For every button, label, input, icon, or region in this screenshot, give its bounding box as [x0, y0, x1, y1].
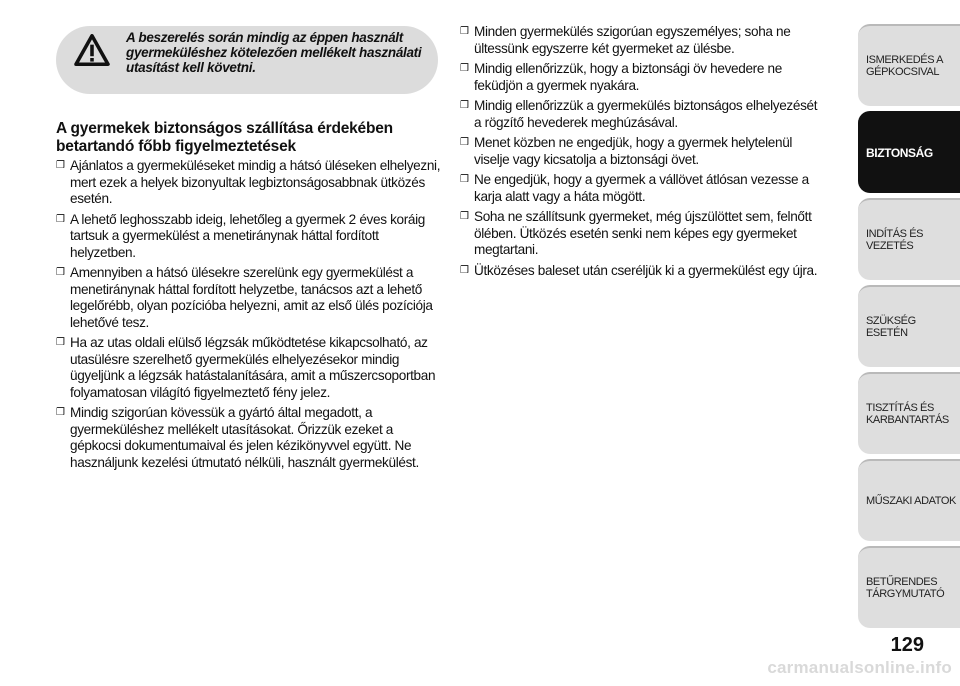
bullet-box-icon: ❒ — [460, 264, 469, 276]
tab-label: BIZTONSÁG — [866, 146, 933, 160]
list-item-text: Menet közben ne engedjük, hogy a gyermek helytelenül viselje vagy kicsatolja a biztonsági övet. — [474, 135, 793, 167]
bullet-box-icon: ❒ — [460, 174, 469, 185]
tab-safety[interactable] — [858, 111, 960, 193]
bullet-box-icon: ❒ — [460, 26, 469, 37]
bullet-box-icon: ❒ — [56, 337, 65, 348]
bullet-box-icon: ❒ — [460, 63, 469, 74]
list-item-text: Soha ne szállítsunk gyermeket, még újszülöttet sem, felnőtt ölében. Ütközés esetén senki nem képes egy gyermeket megtartani. — [474, 209, 812, 257]
tab-label: INDÍTÁS ÉS VEZETÉS — [866, 228, 924, 252]
list-item — [460, 263, 820, 280]
left-column — [56, 158, 441, 475]
tab-label: MŰSZAKI ADATOK — [866, 495, 956, 507]
list-item — [460, 135, 820, 168]
list-item-text: A lehető leghosszabb ideig, lehetőleg a gyermek 2 éves koráig tartsuk a gyermekülést a menetiránynak háttal fordított helyzetben. — [70, 211, 425, 260]
watermark: carmanualsonline.info — [767, 658, 952, 677]
chapter-tabs — [858, 24, 960, 633]
tab-label: SZÜKSÉG ESETÉN — [866, 315, 916, 339]
list-item — [460, 172, 820, 205]
bullet-box-icon: ❒ — [56, 160, 65, 171]
list-item — [56, 405, 441, 471]
bullet-box-icon: ❒ — [56, 407, 65, 418]
tab-label: BETŰRENDES TÁRGYMUTATÓ — [866, 576, 945, 600]
list-item-text: Ha az utas oldali elülső légzsák működtetése kikapcsolható, az utasülésre szerelhető gyermekülés elhelyezésekor mindig ügyeljünk a légzsák hatástalanítására, amit a műszercsoportban folyamatosan világító figyelmeztető fény jelez. — [70, 335, 436, 400]
list-item-text: Ne engedjük, hogy a gyermek a vállövet átlósan vezesse a karja alatt vagy a háta mögött. — [474, 172, 809, 204]
bullet-box-icon: ❒ — [56, 267, 65, 278]
bullet-box-icon: ❒ — [460, 100, 469, 111]
tab-getting-to-know-car[interactable] — [858, 24, 960, 106]
tab-label: TISZTÍTÁS ÉS KARBANTARTÁS — [866, 402, 949, 426]
list-item-text: Amennyiben a hátsó ülésekre szerelünk egy gyermekülést a menetiránynak háttal fordított helyzetbe, tanácsos azt a lehető legelőrébb, olyan pozícióba helyezni, amit az első ülés pozíciója lehetővé tesz. — [70, 265, 433, 330]
warning-triangle-icon — [74, 34, 110, 66]
list-item — [56, 335, 441, 401]
right-column — [460, 24, 820, 283]
page-number: 129 — [890, 634, 924, 656]
list-item-text: Mindig ellenőrizzük a gyermekülés biztonságos elhelyezését a rögzítő hevederek meghúzásával. — [474, 98, 818, 130]
bullet-box-icon: ❒ — [56, 213, 65, 225]
list-item — [460, 24, 820, 57]
list-item-text: Mindig szigorúan kövessük a gyártó által megadott, a gyermeküléshez mellékelt utasításokat. Őrizzük ezeket a gépkocsi dokumentumaival és jelen kézikönyvvel együtt. Ne használjunk kezelési útmutató nélküli, használt gyermekülést. — [70, 405, 419, 470]
tab-starting-and-driving[interactable] — [858, 198, 960, 280]
list-item — [56, 158, 441, 208]
warning-box — [56, 26, 438, 94]
list-item-text: Ajánlatos a gyermeküléseket mindig a hátsó üléseken elhelyezni, mert ezek a helyek bizonyultak legbiztonságosabbnak ütközés esetén. — [70, 158, 441, 206]
section-title: A gyermekek biztonságos szállítása érdekében betartandó főbb figyelmeztetések — [56, 120, 393, 155]
list-item — [56, 212, 441, 262]
bullet-box-icon: ❒ — [460, 211, 469, 222]
list-item — [460, 61, 820, 94]
list-item-text: Minden gyermekülés szigorúan egyszemélyes; soha ne ültessünk egyszerre két gyermeket az ülésbe. — [474, 24, 791, 56]
tab-in-emergency[interactable] — [858, 285, 960, 367]
list-item — [460, 98, 820, 131]
tab-index[interactable] — [858, 546, 960, 628]
tab-care-and-maintenance[interactable] — [858, 372, 960, 454]
list-item — [56, 265, 441, 331]
bullet-box-icon: ❒ — [460, 137, 469, 148]
warning-text: A beszerelés során mindig az éppen használt gyermeküléshez kötelezően mellékelt használati utasítást kell követni. — [126, 30, 422, 75]
tab-label: ISMERKEDÉS A GÉPKOCSIVAL — [866, 54, 943, 78]
tab-technical-data[interactable] — [858, 459, 960, 541]
list-item — [460, 209, 820, 259]
list-item-text: Ütközéses baleset után cseréljük ki a gyermekülést egy újra. — [474, 262, 818, 278]
list-item-text: Mindig ellenőrizzük, hogy a biztonsági öv hevedere ne feküdjön a gyermek nyakára. — [474, 61, 782, 93]
